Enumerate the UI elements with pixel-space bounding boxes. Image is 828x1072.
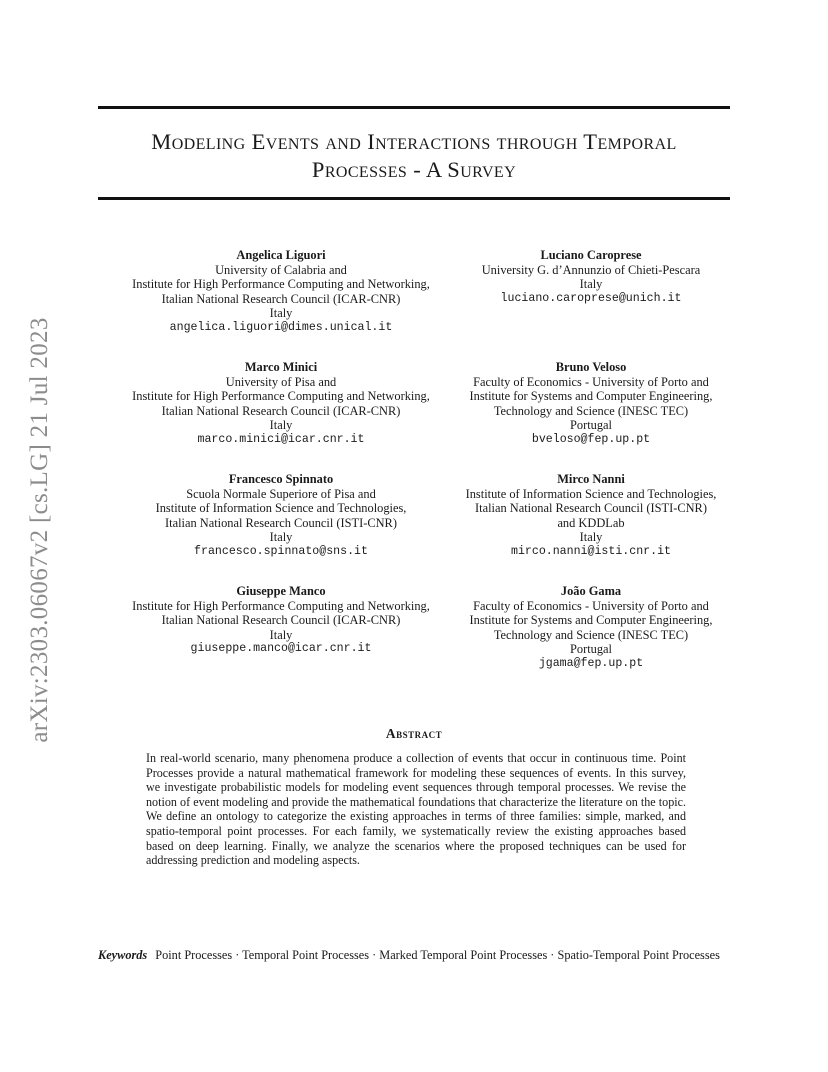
author-name: Angelica Liguori bbox=[236, 248, 326, 262]
author-email[interactable]: giuseppe.manco@icar.cnr.it bbox=[190, 642, 372, 656]
author-affiliation: Italian National Research Council (ICAR-CNR) bbox=[161, 403, 401, 418]
keywords-list: Point Processes · Temporal Point Processes · Marked Temporal Point Processes · Spatio-Temporal Point Processes bbox=[155, 948, 720, 962]
author-affiliation: Faculty of Economics - University of Porto and bbox=[473, 374, 709, 389]
title-line-1: Modeling Events and Interactions through Temporal bbox=[151, 129, 677, 154]
author-block bbox=[98, 360, 464, 448]
author-affiliation: Institute for Systems and Computer Engineering, bbox=[469, 613, 713, 628]
author-affiliation: University of Calabria and bbox=[215, 262, 347, 277]
author-name: Mirco Nanni bbox=[557, 472, 625, 486]
author-email[interactable]: mirco.nanni@isti.cnr.it bbox=[510, 544, 672, 558]
author-name: Francesco Spinnato bbox=[228, 472, 334, 486]
title-line-2: Processes - A Survey bbox=[311, 157, 517, 182]
author-affiliation: Technology and Science (INESC TEC) bbox=[493, 403, 689, 418]
author-block bbox=[430, 360, 752, 448]
author-block bbox=[98, 472, 464, 560]
author-affiliation: University of Pisa and bbox=[225, 374, 337, 389]
author-email[interactable]: luciano.caroprese@unich.it bbox=[500, 291, 682, 305]
author-name: Giuseppe Manco bbox=[236, 584, 326, 598]
author-affiliation: Faculty of Economics - University of Porto and bbox=[473, 598, 709, 613]
author-email[interactable]: marco.minici@icar.cnr.it bbox=[197, 432, 365, 446]
author-block bbox=[430, 584, 752, 672]
author-name: Luciano Caroprese bbox=[540, 248, 642, 262]
author-block bbox=[98, 248, 464, 336]
author-name: Marco Minici bbox=[244, 360, 318, 374]
author-affiliation: Italy bbox=[269, 306, 293, 321]
author-affiliation: and KDDLab bbox=[557, 515, 625, 530]
author-affiliation: Italy bbox=[269, 418, 293, 433]
author-affiliation: Italy bbox=[269, 627, 293, 642]
author-affiliation: Italian National Research Council (ICAR-CNR) bbox=[161, 613, 401, 628]
author-block bbox=[430, 248, 752, 306]
author-affiliation: Institute for Systems and Computer Engineering, bbox=[469, 389, 713, 404]
author-affiliation: Technology and Science (INESC TEC) bbox=[493, 627, 689, 642]
author-affiliation: Institute of Information Science and Technologies, bbox=[155, 501, 407, 516]
keywords-label: Keywords bbox=[98, 948, 148, 962]
author-name: Bruno Veloso bbox=[555, 360, 627, 374]
author-email[interactable]: jgama@fep.up.pt bbox=[538, 656, 644, 670]
author-email[interactable]: angelica.liguori@dimes.unical.it bbox=[169, 320, 393, 334]
author-affiliation: Italian National Research Council (ICAR-CNR) bbox=[161, 291, 401, 306]
author-affiliation: Portugal bbox=[570, 418, 612, 433]
author-affiliation: Institute of Information Science and Technologies, bbox=[465, 486, 717, 501]
author-affiliation: Institute for High Performance Computing and Networking, bbox=[132, 598, 430, 613]
arxiv-identifier: arXiv:2303.06067v2 [cs.LG] 21 Jul 2023 bbox=[26, 317, 53, 743]
author-affiliation: Italy bbox=[269, 530, 293, 545]
abstract-text: In real-world scenario, many phenomena produce a collection of events that occur in continuous time. Point Processes provide a natural mathematical framework for modeling these sequences of events. In this survey, we investigate probabilistic models for modeling event sequences through temporal processes. We revise the notion of event modeling and provide the mathematical foundations that characterize the literature on the topic. We define an ontology to categorize the existing approaches in terms of three families: simple, marked, and spatio-temporal point processes. For each family, we systematically review the existing approaches based based on deep learning. Finally, we analyze the scenarios where the proposed techniques can be used for addressing prediction and modeling aspects. bbox=[146, 751, 686, 868]
abstract-heading: Abstract bbox=[385, 726, 443, 741]
author-affiliation: Italian National Research Council (ISTI-CNR) bbox=[165, 515, 397, 530]
author-block bbox=[98, 584, 464, 657]
author-affiliation: Scuola Normale Superiore of Pisa and bbox=[186, 486, 376, 501]
author-affiliation: Institute for High Performance Computing and Networking, bbox=[132, 277, 430, 292]
paper-title bbox=[98, 128, 730, 184]
author-affiliation: Institute for High Performance Computing and Networking, bbox=[132, 389, 430, 404]
title-bottom-rule bbox=[98, 197, 730, 200]
author-affiliation: Italy bbox=[579, 277, 603, 292]
author-affiliation: Italy bbox=[579, 530, 603, 545]
author-affiliation: Portugal bbox=[570, 642, 612, 657]
title-top-rule bbox=[98, 106, 730, 109]
author-name: João Gama bbox=[560, 584, 622, 598]
keywords-section bbox=[98, 948, 732, 963]
author-email[interactable]: francesco.spinnato@sns.it bbox=[194, 544, 368, 558]
author-email[interactable]: bveloso@fep.up.pt bbox=[531, 432, 651, 446]
author-affiliation: Italian National Research Council (ISTI-CNR) bbox=[475, 501, 707, 516]
author-affiliation: University G. d’Annunzio of Chieti-Pescara bbox=[481, 262, 701, 277]
author-block bbox=[430, 472, 752, 560]
